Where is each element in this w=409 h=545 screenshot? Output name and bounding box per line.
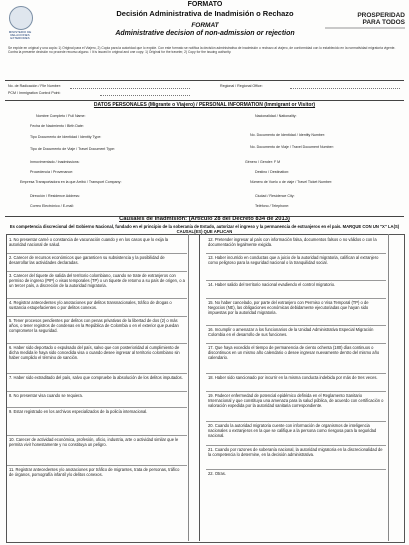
causal-item-1: 1. No presentar carné o constancia de vacunación cuando y en los casos que lo exija la autoridad nacional de salud.	[7, 236, 187, 254]
causales-grid-divider	[199, 234, 200, 541]
title-english: Administrative decision of non-admission or rejection	[115, 30, 295, 37]
intro-text: Se expide en original y una copia: 1) Original para el Viajero, 2) Copia para la autoridad que lo expide. Con este formato se notifica la decisión administrativa de inadmisión o rechazo al viajero, de conformidad con lo establecido en la normatividad migratoria vigente. Contra la presente decisión no procede recurso alguno. / It is issued in original and one copy: 1) Original for the traveler, 2) Copy for the issuing authority.	[8, 46, 396, 54]
causal-item-3: 3. Carecer del tiquete de salida del territorio colombiano, cuando se trate de extranjeros con permiso de ingreso (PIP) o visas temporales (TP) o un tiquete de retorno a su país de origen, o a un tercer país, a discreción de la autoridad migratoria.	[7, 272, 187, 299]
causal-item-7: 7. Haber sido extraditado del país, salvo que compruebe la absolución de los delitos imputados.	[7, 374, 187, 392]
form-titles	[80, 1, 330, 38]
causal-item-21: 21. Cuando por razones de soberanía nacional, la autoridad migratoria en la discrecionalidad de la competencia lo determine, en la decisión administrativa.	[206, 446, 386, 470]
id-number-label: No. Documento de Identidad / Identity Number:	[250, 133, 326, 137]
causal-item-6: 6. Haber sido deportado o expulsado del país, salvo que con posterioridad al cumplimiento de dicha medida le haya sido concedida visa o cuando desee ingresar al territorio colombiano sin haber cumplido el término de sanción.	[7, 344, 187, 374]
causal-item-22: 22. Otras.	[208, 471, 226, 476]
destination-label: Destino / Destination:	[255, 170, 290, 174]
city-label: Ciudad / Residence City:	[255, 194, 295, 198]
causal-item-13: 13. Haber incurrido en conductas que a juicio de la autoridad migratoria, califican al extranjero como peligroso para la seguridad nacional o la tranquilidad social.	[206, 254, 386, 281]
causal-item-19: 19. Padecer enfermedad de potencial epidémico definida en el Reglamento Sanitario Internacional y que constituya una amenaza para la salud pública, de acuerdo con certificación o valoración expedida por la autoridad sanitaria correspondiente.	[206, 392, 386, 422]
divider	[5, 80, 404, 81]
title-formato: FORMATO	[187, 1, 223, 8]
full-name-label: Nombre Completo / Full Name:	[36, 114, 86, 118]
gender-label: Género / Gender: F M	[245, 160, 281, 164]
regional-field[interactable]	[290, 84, 400, 89]
causal-item-15: 15. No haber cancelado, por parte del extranjero con Permiso o Visa Temporal (TP) o de Negocios (NE), las obligaciones económicas debidamente ejecutoriadas que hayan sido impuestas por la autoridad migratoria.	[206, 299, 386, 326]
causal-item-11: 11. Registrar antecedentes y/o anotaciones por tráfico de migrantes, trata de personas, tráfico de órganos, pornografía infantil y/o delitos conexos.	[9, 467, 180, 478]
telephone-label: Teléfono / Telephone:	[255, 204, 290, 208]
causal-item-5: 5. Tener procesos pendientes por delitos con penas privativas de la libertad de dos (2) o más años, o tener registros de condenas en la República de Colombia o en el exterior que puedan comprometer la seguridad.	[7, 317, 187, 344]
causal-item-10: 10. Carecer de actividad económica, profesión, oficio, industria, arte o actividad similar que le permita vivir honestamente y no constituya un peligro.	[7, 436, 187, 466]
checkbox-column-divider	[188, 234, 189, 541]
coat-of-arms-icon	[9, 6, 33, 30]
ministry-logo	[3, 6, 37, 38]
prosperidad-line1: PROSPERIDAD	[357, 12, 405, 19]
causal-item-12: 12. Pretender ingresar al país con información falsa, documentos falsos o no válidos o con la documentación legalmente exigida.	[206, 236, 386, 254]
id-type-label: Tipo Documento de Identidad / Identity Type:	[30, 135, 102, 139]
title-format: FORMAT	[191, 22, 219, 29]
header	[0, 0, 409, 44]
prosperidad-logo	[325, 12, 405, 29]
email-label: Correo Electrónico / E-mail:	[30, 204, 74, 208]
prosperidad-line2: PARA TODOS	[362, 19, 405, 26]
address-label: Dirección / Residence Address:	[30, 194, 80, 198]
inadmissions-label: Inmovimentado / Inadmissions:	[30, 160, 80, 164]
logo-bar	[325, 27, 405, 29]
ministry-logo-text: MINISTERIO DE RELACIONES EXTERIORES	[8, 30, 32, 40]
pcm-field[interactable]	[100, 91, 190, 96]
causal-item-9: 9. Estar registrado en los archivos especializados de la policía internacional.	[7, 408, 187, 436]
title-spanish: Decisión Administrativa de Inadmisión o Rechazo	[116, 9, 294, 18]
personal-info-title: DATOS PERSONALES (Migrante o Viajero) / PERSONAL INFORMATION (Immigrant or Visitor)	[93, 102, 316, 108]
file-number-label: No. de Radicación / File Number:	[8, 84, 61, 88]
causal-item-16: 16. Incumplir o amenazar a los funcionarios de la Unidad Administrativa Especial Migración Colombia en el desarrollo de sus funciones.	[206, 326, 386, 344]
checkbox-column-divider	[388, 234, 389, 541]
ticket-number-label: Número de Vuelo o de viaje / Travel Ticket Number:	[250, 180, 333, 184]
causal-item-14: 14. Haber salido del territorio nacional evadiendo el control migratorio.	[206, 281, 386, 299]
causal-item-20: 20. Cuando la autoridad migratoria cuente con información de organismos de inteligencia nacionales o extranjeros en la que se califique a la persona como riesgosa para la seguridad nacional.	[206, 422, 386, 446]
causales-title: Causales de inadmisión: (Artículo 28 del Decreto 834 de 2013)	[119, 216, 290, 222]
transport-company-label: Empresa Transportadora en la que Arribó / Transport Company:	[20, 180, 122, 184]
provenance-label: Procedencia / Provenance:	[30, 170, 74, 174]
causal-item-2: 2. Carecer de recursos económicos que garanticen su subsistencia y la posibilidad de desarrollar las actividades declaradas.	[7, 254, 187, 272]
regional-label: Regional / Regional Office:	[220, 84, 263, 88]
travel-doc-number-label: No. Documento de Viaje / Travel Document Number:	[250, 145, 334, 149]
causal-item-8: 8. No presentar visa cuando se requiera.	[7, 392, 187, 408]
nationality-label: Nacionalidad / Nationality:	[255, 114, 297, 118]
divider	[5, 100, 404, 101]
causal-item-4: 4. Registrar antecedentes y/o anotaciones por delitos transnacionales, tráfico de drogas o sustancia estupefacientes o por delitos conexos.	[7, 299, 187, 317]
causales-subtitle: Es competencia discrecional del Gobierno Nacional, fundado en el principio de la soberanía de Estado, autorizar el ingreso y la permanencia de extranjeros en el país. MARQUE CON UN "X" LA(S) CAUSAL(ES) QUE APLICAN	[9, 224, 400, 234]
file-number-field[interactable]	[70, 84, 190, 89]
travel-doc-type-label: Tipo de Documento de Viaje / Travel Document Type:	[30, 147, 116, 151]
birth-date-label: Fecha de Nacimiento / Birth Date:	[30, 124, 84, 128]
pcm-label: PCM / Immigration Control Point:	[8, 91, 61, 95]
causal-item-18: 18. Haber sido sancionado por incurrir en la misma conducta indebida por más de tres veces.	[206, 374, 386, 392]
causal-item-17: 17. Que haya excedido el tiempo de permanencia de ciento ochenta (180) días continuos o discontinuos en un mismo año calendario o desee ingresar nuevamente dentro del mismo año calendario.	[206, 344, 386, 374]
